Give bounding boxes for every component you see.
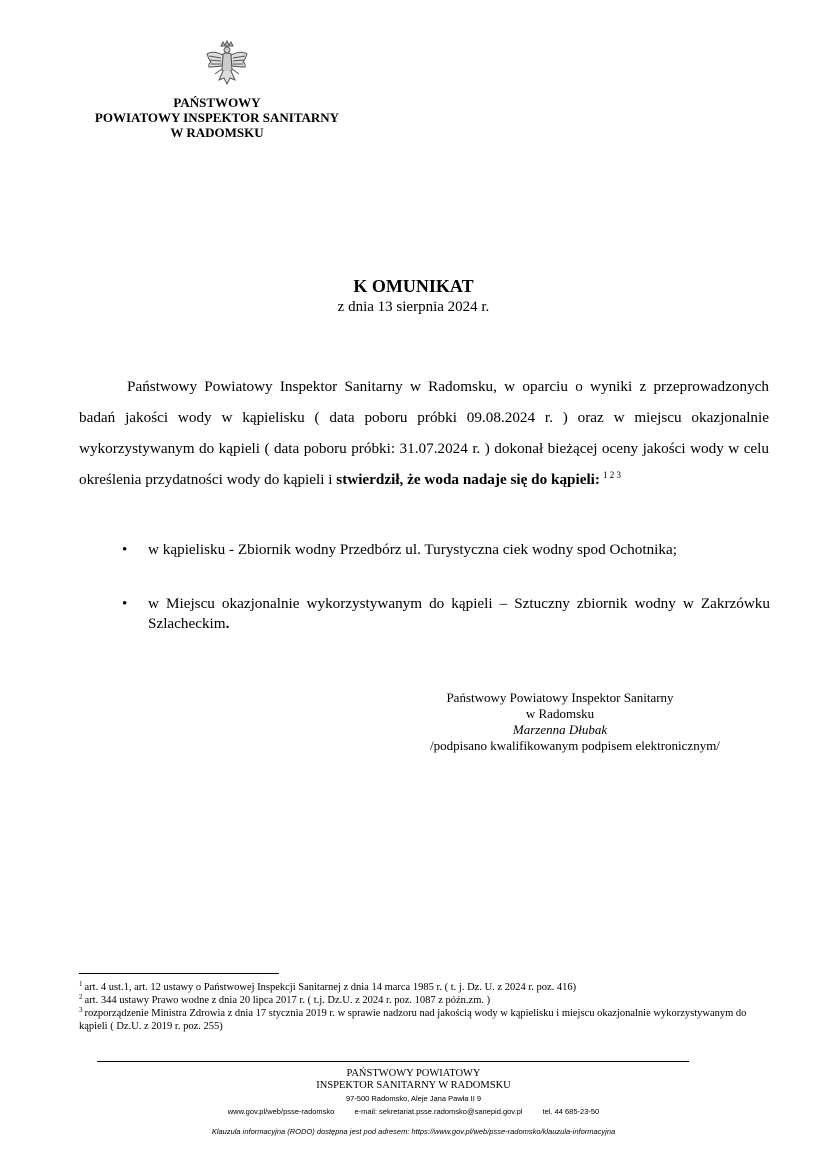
footer-line: INSPEKTOR SANITARNY W RADOMSKU	[316, 1080, 511, 1091]
paragraph-text: Państwowy Powiatowy Inspektor Sanitarny w Radomsku, w oparciu o wyniki z przeprowadzonych badań jakości wody w kąpielisku ( data poboru próbki 09.08.2024 r. ) oraz w miejscu okazjonalnie wykorzystywanym do kąpieli ( data poboru próbki: 31.07.2024 r. ) dokonał bieżącej oceny jakości wody w celu określenia przydatności wody do kąpieli i	[79, 378, 769, 488]
main-paragraph	[79, 371, 769, 495]
footer-address: 97-500 Radomsko, Aleje Jana Pawła II 9	[345, 1094, 482, 1103]
document-title: K OMUNIKAT	[353, 276, 474, 296]
footnote-divider	[79, 973, 279, 974]
footnote-number: 1	[79, 980, 83, 988]
footer-contact	[0, 1107, 827, 1116]
list-item-text: w Miejscu okazjonalnie wykorzystywanym do kąpieli – Sztuczny zbiornik wodny w Zakrzówku Szlacheckim	[148, 595, 770, 632]
footnote-number: 3	[79, 1006, 83, 1014]
list-item	[120, 594, 770, 634]
signature-block	[430, 690, 750, 754]
locations-list	[120, 540, 770, 634]
paragraph-conclusion: stwierdził, że woda nadaje się do kąpieli:	[336, 471, 600, 488]
list-item-tail: .	[225, 615, 230, 632]
footnote-text: rozporządzenie Ministra Zdrowia z dnia 17 stycznia 2019 r. w sprawie nadzoru nad jakością wody w kąpielisku i miejscu okazjonalnie wykorzystywanym do kąpieli ( Dz.U. z 2019 r. poz. 255)	[79, 1008, 747, 1032]
footer-rodo-clause[interactable]: Klauzula informacyjna (RODO) dostępna jest pod adresem: https://www.gov.pl/web/psse-radomsko/klauzula-informacyjna	[211, 1127, 616, 1136]
footer-web-link[interactable]: www.gov.pl/web/psse-radomsko	[227, 1107, 335, 1116]
list-item-text: w kąpielisku - Zbiornik wodny Przedbórz ul. Turystyczna ciek wodny spod Ochotnika;	[148, 541, 677, 558]
footer-phone: tel. 44 685-23-50	[542, 1107, 600, 1116]
footnote	[79, 981, 769, 994]
footer-line: PAŃSTWOWY POWIATOWY	[346, 1068, 481, 1079]
signature-name: Marzenna Dłubak	[512, 722, 608, 737]
footer-email-link[interactable]: e-mail: sekretariat.psse.radomsko@sanepid.gov.pl	[354, 1107, 523, 1116]
footnotes	[79, 981, 769, 1033]
signature-note: /podpisano kwalifikowanym podpisem elektronicznym/	[430, 738, 720, 753]
signature-place: w Radomsku	[525, 706, 595, 721]
footnote-number: 2	[79, 993, 83, 1001]
footnote-text: art. 344 ustawy Prawo wodne z dnia 20 lipca 2017 r. ( t.j. Dz.U. z 2024 r. poz. 1087 z późn.zm. )	[84, 995, 491, 1006]
office-header	[78, 95, 356, 140]
office-line: W RADOMSKU	[170, 125, 264, 140]
footer-office	[0, 1068, 827, 1092]
document-date: z dnia 13 sierpnia 2024 r.	[337, 299, 490, 315]
signature-title: Państwowy Powiatowy Inspektor Sanitarny	[446, 690, 674, 705]
footer-divider	[97, 1061, 689, 1062]
footnote-text: art. 4 ust.1, art. 12 ustawy o Państwowej Inspekcji Sanitarnej z dnia 14 marca 1985 r. ( t. j. Dz. U. z 2024 r. poz. 416)	[84, 982, 577, 993]
footnote	[79, 1007, 769, 1033]
footnote	[79, 994, 769, 1007]
office-line: PAŃSTWOWY	[173, 95, 261, 110]
office-line: POWIATOWY INSPEKTOR SANITARNY	[94, 110, 340, 125]
list-item	[120, 540, 770, 560]
polish-eagle-icon	[205, 40, 249, 90]
footnote-refs: 1 2 3	[602, 470, 621, 480]
